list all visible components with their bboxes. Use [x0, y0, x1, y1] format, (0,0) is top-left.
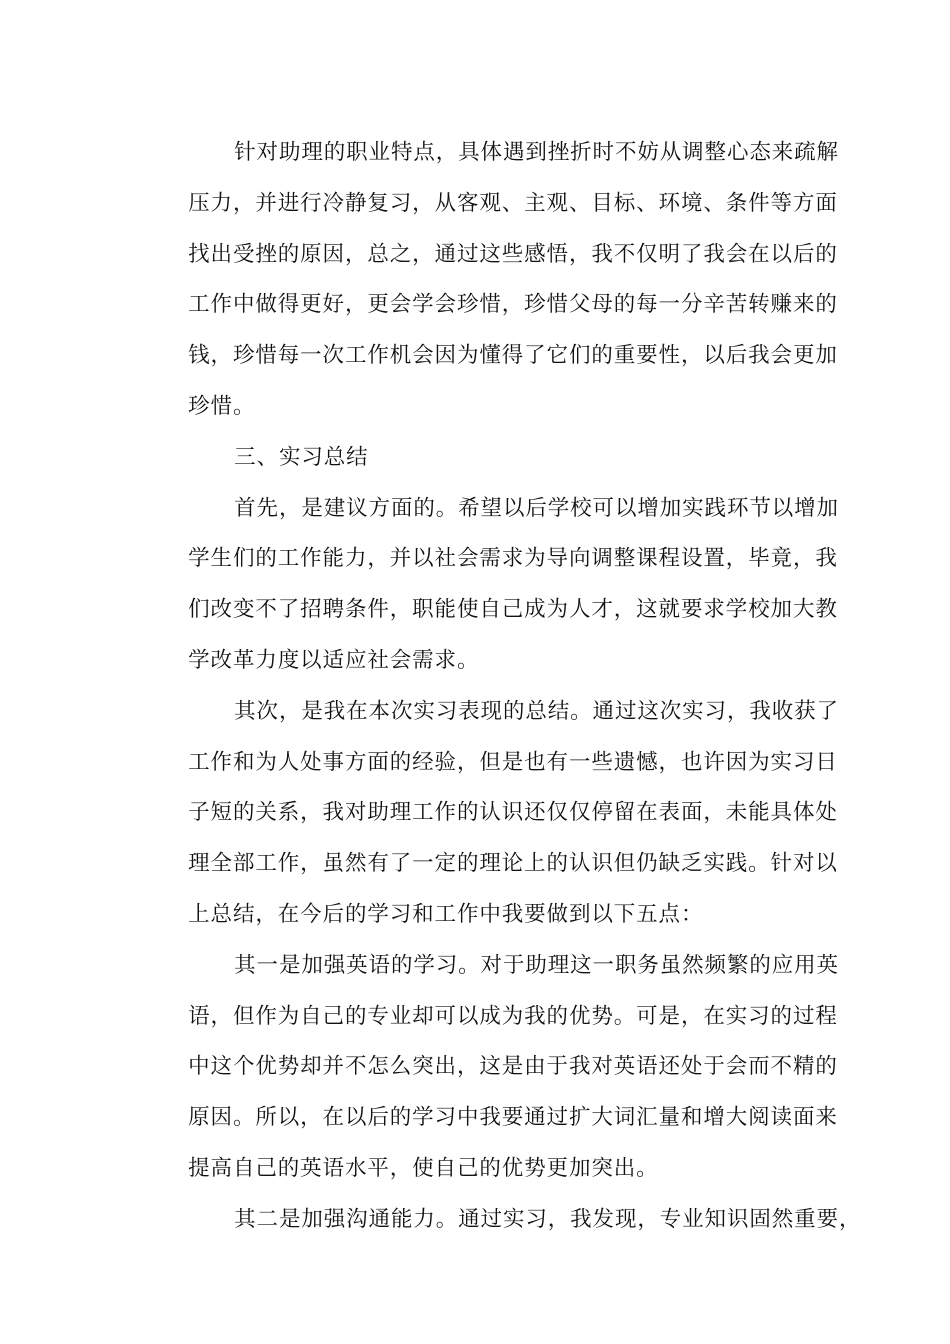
- text-line: 中这个优势却并不怎么突出，这是由于我对英语还处于会而不精的: [188, 1054, 838, 1080]
- text-line: 语，但作为自己的专业却可以成为我的优势。可是，在实习的过程: [188, 1003, 838, 1029]
- text-line: 学改革力度以适应社会需求。: [188, 647, 480, 673]
- text-line: 其二是加强沟通能力。通过实习，我发现，专业知识固然重要，: [234, 1206, 862, 1232]
- text-line: 其次，是我在本次实习表现的总结。通过这次实习，我收获了: [234, 698, 839, 724]
- document-body: [143, 128, 862, 1246]
- text-line: 珍惜。: [188, 393, 256, 419]
- text-line: 子短的关系，我对助理工作的认识还仅仅停留在表面，未能具体处: [188, 800, 838, 826]
- text-line: 学生们的工作能力，并以社会需求为导向调整课程设置，毕竟，我: [188, 546, 838, 572]
- text-line: 工作和为人处事方面的经验，但是也有一些遗憾，也许因为实习日: [188, 749, 838, 775]
- text-line: 首先，是建议方面的。希望以后学校可以增加实践环节以增加: [234, 495, 839, 521]
- paragraph-english-study: [143, 941, 839, 1195]
- section-heading-text: 三、实习总结: [234, 444, 369, 470]
- paragraph-communication: [143, 1195, 862, 1246]
- text-line: 工作中做得更好，更会学会珍惜，珍惜父母的每一分辛苦转赚来的: [188, 292, 838, 318]
- section-heading: [143, 433, 823, 484]
- text-line: 原因。所以，在以后的学习中我要通过扩大词汇量和增大阅读面来: [188, 1105, 838, 1131]
- text-line: 提高自己的英语水平，使自己的优势更加突出。: [188, 1155, 659, 1181]
- text-line: 钱，珍惜每一次工作机会因为懂得了它们的重要性，以后我会更加: [188, 343, 838, 369]
- paragraph-suggestions: [143, 484, 839, 687]
- text-line: 上总结，在今后的学习和工作中我要做到以下五点：: [188, 901, 704, 927]
- text-line: 其一是加强英语的学习。对于助理这一职务虽然频繁的应用英: [234, 952, 839, 978]
- paragraph-performance-summary: [143, 687, 839, 941]
- text-line: 压力，并进行冷静复习，从客观、主观、目标、环境、条件等方面: [188, 190, 838, 216]
- text-line: 找出受挫的原因，总之，通过这些感悟，我不仅明了我会在以后的: [188, 241, 838, 267]
- text-line: 理全部工作，虽然有了一定的理论上的认识但仍缺乏实践。针对以: [188, 851, 838, 877]
- text-line: 针对助理的职业特点，具体遇到挫折时不妨从调整心态来疏解: [234, 140, 839, 165]
- paragraph-stress-relief: [143, 128, 839, 433]
- text-line: 们改变不了招聘条件，职能使自己成为人才，这就要求学校加大教: [188, 597, 838, 623]
